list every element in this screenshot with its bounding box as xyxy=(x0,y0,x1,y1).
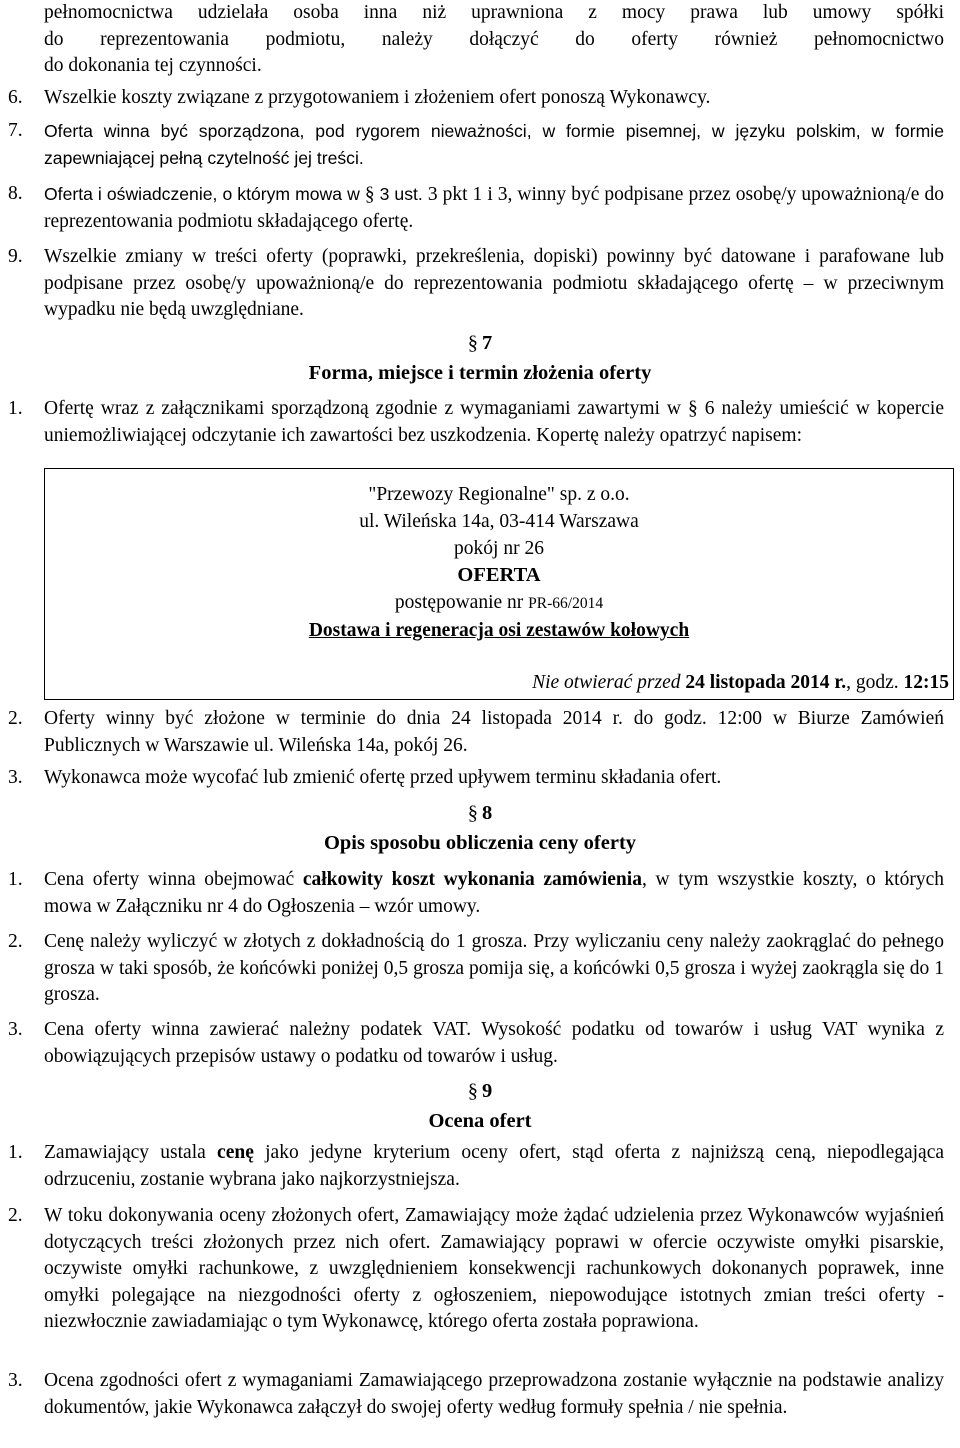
paragraph-sign: § xyxy=(467,802,478,824)
item-number: 8. xyxy=(8,183,23,204)
section-9-point-2 xyxy=(8,1203,944,1336)
section-8-point-2 xyxy=(8,929,944,1009)
section-7-point-2 xyxy=(8,706,944,759)
item-text: Wszelkie koszty związane z przygotowaniem i złożeniem ofert ponoszą Wykonawcy. xyxy=(44,87,711,108)
item-text: Cena oferty winna zawierać należny podatek VAT. Wysokość podatku od towarów i usług VAT wynika z obowiązujących przepisów ustawy o podatku od towarów i usług. xyxy=(44,1019,944,1067)
deadline-date: 24 listopada 2014 r. xyxy=(685,671,847,693)
item-number: 1. xyxy=(8,398,23,419)
item-number: 6. xyxy=(8,87,23,108)
envelope-subject: Dostawa i regeneracja osi zestawów kołowych xyxy=(308,620,690,641)
item-text-a: Zamawiający ustala xyxy=(44,1142,206,1163)
list-item-9 xyxy=(8,244,944,324)
section-number: 7 xyxy=(482,332,493,354)
envelope-label-box xyxy=(44,468,954,700)
intro-continuation xyxy=(8,0,944,80)
deadline-hour: 12:15 xyxy=(903,671,949,693)
section-9-heading xyxy=(0,1076,960,1136)
item-text: Oferty winny być złożone w terminie do dnia 24 listopada 2014 r. do godz. 12:00 w Biurze Zamówień Publicznych w Warszawie ul. Wileńska 14a, pokój 26. xyxy=(44,708,944,756)
item-text: Wszelkie zmiany w treści oferty (poprawki, przekreślenia, dopiski) powinny być datowane i parafowane lub podpisane przez osobę/y upoważnioną/e do reprezentowania podmiotu składającego ofertę – w przeciwnym wypadku nie będą uwzględniane. xyxy=(44,246,944,320)
section-number: 8 xyxy=(482,802,493,824)
item-text: Ocena zgodności ofert z wymaganiami Zamawiającego przeprowadzona zostanie wyłącznie na podstawie analizy dokumentów, jakie Wykonawca załączył do swojej oferty według formuły spełnia / nie spełnia. xyxy=(44,1370,944,1418)
envelope-proceeding xyxy=(45,589,953,617)
envelope-deadline xyxy=(532,670,949,697)
proceeding-label: postępowanie nr xyxy=(394,592,524,613)
item-text-c: 3 pkt 1 i 3, winny być podpisane przez osobę/y upoważnioną/e do reprezentowania podmiotu składającego ofertę. xyxy=(44,184,944,232)
item-text-b: jako jedyne kryterium oceny ofert, stąd oferta z najniższą ceną, niepodlegająca odrzuceniu, zostanie wybrana jako najkorzystniejsza. xyxy=(44,1142,945,1190)
section-7-heading xyxy=(0,328,960,388)
section-8-point-3 xyxy=(8,1017,944,1070)
item-text-b: , w tym wszystkie koszty, o których mowa w Załączniku nr 4 do Ogłoszenia – wzór umowy. xyxy=(44,869,944,917)
item-number: 3. xyxy=(8,1019,23,1040)
item-text: Ofertę wraz z załącznikami sporządzoną zgodnie z wymaganiami zawartymi w § 6 należy umieścić w kopercie uniemożliwiającej odczytanie ich zawartości bez uszkodzenia. Kopertę należy opatrzyć napisem: xyxy=(44,398,944,446)
item-number: 1. xyxy=(8,869,23,890)
intro-line-1: pełnomocnictwa udzielała osoba inna niż uprawniona z mocy prawa lub umowy spółki xyxy=(44,2,944,23)
envelope-room: pokój nr 26 xyxy=(454,538,544,559)
item-number: 3. xyxy=(8,1370,23,1391)
section-8-heading xyxy=(0,798,960,858)
paragraph-sign: § xyxy=(364,184,375,205)
section-title: Ocena ofert xyxy=(428,1110,532,1132)
item-number: 7. xyxy=(8,120,23,141)
envelope-offer: OFERTA xyxy=(457,564,541,586)
item-text-bold: cenę xyxy=(217,1142,254,1163)
item-text-b: 3 ust. xyxy=(379,184,423,204)
section-7-point-3 xyxy=(8,765,944,792)
intro-line-2: do reprezentowania podmiotu, należy dołączyć do oferty również pełnomocnictwo xyxy=(44,28,944,50)
envelope-address: ul. Wileńska 14a, 03-414 Warszawa xyxy=(359,511,639,532)
list-item-6 xyxy=(8,85,944,112)
paragraph-sign: § xyxy=(467,1080,478,1102)
item-text: W toku dokonywania oceny złożonych ofert, Zamawiający może żądać udzielenia przez Wykonawców wyjaśnień dotyczących treści złożonych przez nich ofert. Zamawiający poprawi w ofercie oczywiste omyłki pisarskie, oczywiste omyłki rachunkowe, z uwzględnieniem konsekwencji rachunkowych dokonanych poprawek, inne omyłki polegające na niezgodności oferty z ogłoszeniem, niepowodujące istotnych zmian treści oferty - niezwłocznie zawiadamiając o tym Wykonawcę, którego oferta została poprawiona. xyxy=(44,1205,944,1332)
item-text: Wykonawca może wycofać lub zmienić ofertę przed upływem terminu składania ofert. xyxy=(44,767,722,788)
item-number: 1. xyxy=(8,1142,23,1163)
proceeding-number: PR-66/2014 xyxy=(528,595,604,612)
paragraph-sign: § xyxy=(467,332,478,354)
section-9-point-1 xyxy=(8,1140,944,1193)
deadline-hour-label: , godz. xyxy=(846,671,899,693)
section-title: Forma, miejsce i termin złożenia oferty xyxy=(308,362,652,384)
section-title: Opis sposobu obliczenia ceny oferty xyxy=(323,832,637,854)
item-number: 2. xyxy=(8,1205,23,1226)
item-text-a: Cena oferty winna obejmować xyxy=(44,869,295,890)
item-number: 2. xyxy=(8,931,23,952)
item-text: Cenę należy wyliczyć w złotych z dokładnością do 1 grosza. Przy wyliczaniu ceny należy zaokrąglać do pełnego grosza w taki sposób, że końcówki poniżej 0,5 grosza pomija się, a końcówki 0,5 grosza i wyżej zaokrągla się do 1 grosza. xyxy=(44,931,944,1005)
section-7-point-1 xyxy=(8,396,944,449)
section-8-point-1 xyxy=(8,867,944,920)
item-text: Oferta winna być sporządzona, pod rygorem nieważności, w formie pisemnej, w języku polskim, w formie zapewniającej pełną czytelność jej treści. xyxy=(44,121,944,168)
section-9-point-3 xyxy=(8,1368,944,1421)
deadline-label: Nie otwierać przed xyxy=(532,671,681,693)
item-number: 2. xyxy=(8,708,23,729)
item-number: 3. xyxy=(8,767,23,788)
envelope-company: "Przewozy Regionalne" sp. z o.o. xyxy=(368,484,630,505)
list-item-8 xyxy=(8,181,944,235)
item-text-bold: całkowity koszt wykonania zamówienia xyxy=(302,869,642,890)
list-item-7 xyxy=(8,118,944,171)
section-number: 9 xyxy=(482,1080,493,1102)
item-text-a: Oferta i oświadczenie, o którym mowa w xyxy=(44,184,360,204)
item-number: 9. xyxy=(8,246,23,267)
intro-line-3: do dokonania tej czynności. xyxy=(44,55,262,76)
